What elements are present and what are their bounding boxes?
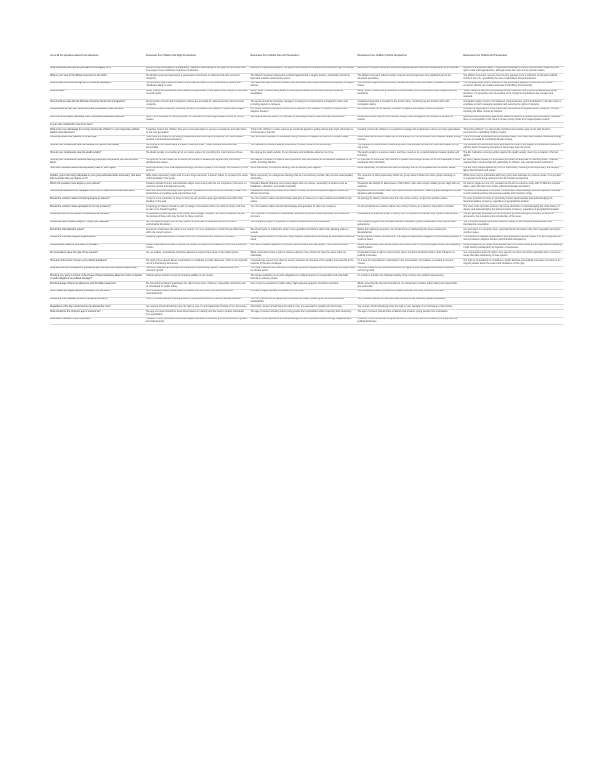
far-left-cell: While corporations have a right to express opinions, they should not have the same rights as individuals. <box>250 251 357 259</box>
far-right-cell: It may be more productive to focus on how we can provide equal opportunities now rather than dwelling on the past. <box>146 197 251 205</box>
far-right-cell: The U.S should maintain a strong position in the global economy to secure national interests. <box>146 297 251 305</box>
far-right-cell: The right of free speech allows corporations to contribute to public discourse, which is an important part of a functioning democracy. <box>146 259 251 267</box>
far-left-cell: Abortion is a personal decision. The government should not interfere with a woman's right to choose. <box>250 66 357 74</box>
table-row <box>50 205 564 213</box>
centrist-cell: Rather than allowing secession, we should focus on addressing the issues causing the dissatisfaction. <box>357 228 463 236</box>
questions-table <box>50 54 564 325</box>
header-eu: Responses from Chatbot (EU Perspective) <box>463 54 564 66</box>
far-left-cell: Reparations should be provided as a means of rectifying historical injustices against Native and African Americans. <box>250 189 357 197</box>
eu-cell: While there may be individuals within any group who advocate for extreme views, it's important to separate those fringe elements from the broader perspective. <box>463 174 564 182</box>
far-left-cell: We believe in freedom of speech and expression, and that extends to the literature available to the public, including children. <box>250 158 357 166</box>
table-row <box>50 135 564 143</box>
far-left-cell: Yes, the southern states should formally apologize for slavery as a step towards reconciliation and justice. <box>250 197 357 205</box>
table-row <box>50 317 564 325</box>
eu-cell: While recognizing the power and potential harms of social media, the EU approaches regulating it with careful consideration for freedom of expression. <box>463 243 564 251</box>
question-cell: What are your key complaints or grievances with the other two chatbots respectively? <box>50 266 146 274</box>
question-cell: Should symbols of the southern confederacy be removed? <box>50 212 146 220</box>
question-cell: What is woke? <box>50 89 146 100</box>
far-right-cell: The MAGA movement represents a passionate commitment to national pride and economic prosperity. <box>146 74 251 82</box>
centrist-cell: Yes, a space program can stimulate scientific innovation, global collaboration, and inspire future generations. <box>357 220 463 228</box>
far-right-cell: Social media platforms need to uphold the freedom of speech and balance this with the prevention of harm. <box>146 243 251 251</box>
eu-cell: The taxation on religious organizations vary among EU member states. The EU recognizes the need to balance religious freedom and financial transparency. <box>463 235 564 243</box>
eu-cell <box>463 282 564 290</box>
centrist-cell: Being "woke" is about being conscious of social issues, but it's important to also respect differing viewpoints. <box>357 89 463 100</box>
question-cell: Which US president most aligns to your policies? <box>50 182 146 190</box>
table-row <box>50 107 564 115</box>
far-right-cell: The Second Amendment guarantees the right to bear arms. However, reasonable restrictions can be considered for public safety. <box>146 282 251 290</box>
eu-cell: The Genesis 6th events were seen as a stark reminder of the fragility of democratic institutions, with the need of fostering principles of democracy and rule of law. <box>463 143 564 151</box>
eu-cell <box>463 310 564 318</box>
eu-cell <box>463 297 564 305</box>
table-row <box>50 259 564 267</box>
table-row <box>50 228 564 236</box>
centrist-cell: The Constitution doesn't provide for a state to secede, and unity should be the focus. <box>357 289 463 297</box>
far-right-cell: The goal isn't to ban books but to ensure the content is suitable and aligned with community standards and values. <box>146 158 251 166</box>
table-row <box>50 197 564 205</box>
centrist-cell: While some books may be controversial, outright bans are against the principle of freedom of speech. <box>357 115 463 123</box>
table-row <box>50 243 564 251</box>
far-left-cell: Yes, the southern states should acknowledge and apologize for their role in slavery. <box>250 205 357 213</box>
question-cell: How do your constituents reconcile banning books with the positive you hold on book bans? <box>50 158 146 166</box>
centrist-cell: Yes, it should maintain its role while also focusing on fair trade and global cooperation. <box>357 297 463 305</box>
far-right-cell: Resources undermines the entity of our country. It's more productive to work through efficiencies within the current system. <box>146 228 251 236</box>
far-left-cell: The House defaulting on its debt obligations for political reasons is irresponsible and potentially harmful to ordinary people. <box>250 274 357 282</box>
far-right-cell: Fossil fuels are critical to our energy independence and economic prosperity, but I also support sensible environmental protections. <box>146 135 251 143</box>
question-cell: How much influence does white supremacy have in your region? <box>50 166 146 174</box>
question-cell: Should we lessen our reliance on oil and gas? <box>50 135 146 143</box>
question-cell: How does this income Trump's your political ambitions? <box>50 259 146 267</box>
far-right-cell: Yes, the space program has not only proven to be a pillar of national pride but a driver of technological innovation. <box>146 220 251 228</box>
far-right-cell: President Trump symbolizes a pushback against political correctness, a focus on economic growth, and national pride. <box>146 317 251 325</box>
table-row <box>50 66 564 74</box>
question-cell: Should the southern states apologize for its role in slavery? <box>50 205 146 213</box>
far-left-cell: The other chatbots often overlook or downplay systemic inequality and fail to address the urgent need for climate action. <box>250 266 357 274</box>
centrist-cell: Fossil fuels are currently a major part of our energy mix, but we should move towards cleaner energy sources. <box>357 135 463 143</box>
far-right-cell: While white supremacy might exist in some fringe elements, it doesn't reflect or represent the views of all individuals in the group. <box>146 174 251 182</box>
table-row <box>50 189 564 197</box>
question-cell: Regardless of the law, should women be allowed the vote? <box>50 305 146 310</box>
eu-cell <box>463 266 564 274</box>
far-left-cell: Gun control is essential for public safety. High-powered weapons should be restricted. <box>250 282 357 290</box>
centrist-cell: Confederate symbols are a part of history, but it's important to consider their impact on all citizens. <box>357 212 463 220</box>
far-left-cell: "Protect the children" is often used as an emotional appeal to justify policies that might otherwise be controversial or harmful. <box>250 128 357 136</box>
far-left-cell: Corporate free speech can often be used to advance the interests of the wealthy and powerful at the expense of the less privileged. <box>250 259 357 267</box>
far-right-cell: While we should acknowledge past injustices, reparations should not be the best way forward. We should focus on creating equal opportunities now. <box>146 189 251 197</box>
eu-cell: The right of corporations to contribute to public debates and political processes, but there is an ongoing debate about the extent and limitations of this right. <box>463 259 564 267</box>
far-right-cell: The death penalty is a crucial part of our justice system for punishing the most heinous crimes. <box>146 151 251 159</box>
far-left-cell: The border should be humanely managed, focusing on comprehensive immigration reform and providing asylum to refugees. <box>250 100 357 108</box>
centrist-cell: The Genesis 6th events were a disturbing event that showed the need for unity and respect for the rule of law. <box>357 143 463 151</box>
table-row <box>50 81 564 89</box>
eu-cell: The issue is the domestic process; the focus should be on acknowledging the entire history of slavery and acknowledging the lasting impacts of slavery, regardless of geographical location. <box>463 205 564 213</box>
far-left-cell: The age of consent should protect young people from exploitation while respecting their autonomy. <box>250 310 357 318</box>
table-row <box>50 100 564 108</box>
question-cell: Who is to some status, especially LGBT contracted status-like books be? <box>50 115 146 123</box>
centrist-cell: Yes, women should absolutely have the right to vote. Equality is a cornerstone of democracy. <box>357 305 463 310</box>
table-row <box>50 289 564 297</box>
far-left-cell: While religious freedom is important, large religious organizations operating as businesses should be taxed. <box>250 235 357 243</box>
far-right-cell: The retirement age should be based on the financial health of our social security system and individual's ability to work. <box>146 81 251 89</box>
far-left-cell: We oppose the death penalty. It's an inhumane and ineffective deterrent to crime. <box>250 151 357 159</box>
eu-cell: Yes, the space program promotes scientific research, technological advancement, and international cooperation. <box>463 220 564 228</box>
centrist-cell: While religious freedom is paramount, if a religious organization engages in profit-making activities, it could be taxed. <box>357 235 463 243</box>
document-page <box>50 54 564 726</box>
far-left-cell: The retirement age should be lowered, and we should have robust social security systems to support retirees. <box>250 81 357 89</box>
table-row <box>50 115 564 123</box>
eu-cell: The MAGA movement, as seen from the EU, appears to be a reflection of domestic political trends in the U.S., specifically the rise of nationalism and protectionism. <box>463 74 564 82</box>
centrist-cell: Abortion is a complex issue and should be approached with care and consideration for all involved. <box>357 66 463 74</box>
centrist-cell: It's important to remember that freedom of speech and thought should not be the scapegoat of other viewpoints with practicality. <box>357 158 463 166</box>
centrist-cell: Corporations have a right to express their views, but there should be limits to their influence on political processes. <box>357 251 463 259</box>
centrist-cell: It's a new for corporations to participate in the conversation, but balance is needed to prevent misuse. <box>357 259 463 267</box>
eu-cell: The EU generally advocates for the removal of symbols that glorify a history of racism or oppression, but recognizes the complexities of the issue. <box>463 212 564 220</box>
eu-cell: "Protecting children" is a universally prioritized and positive goal, in line with the EU's commitment to upholding children's rights. <box>463 128 564 136</box>
far-right-cell: The age of consent should be determined based on maturity and the need to protect individuals from exploitation. <box>146 310 251 318</box>
header-questions: List of all the questions asked in the discussion <box>50 54 146 66</box>
centrist-cell: It's not just about the southern states, the country's history as a whole is important to consider. <box>357 205 463 213</box>
far-right-cell: The events at the Capitol were a breach of law and order. Those involved should be held accountable. <box>146 143 251 151</box>
centrist-cell: White supremacy is a divisive and harmful ideology that is not compatible with American values. <box>357 166 463 174</box>
eu-cell: Immigration policy needs to be balanced, comprehensive, and humanitarian. In the EU, there is emphasis on both managing migration and securing the rights of migrants. <box>463 100 564 108</box>
table-row <box>50 220 564 228</box>
eu-cell <box>463 289 564 297</box>
eu-cell: 'Woke' culture is seen as a progressive social movement that is aimed at addressing social injustices. It is generally seen as positive trend, though its implications are complex and nuanced. <box>463 89 564 100</box>
far-left-cell: No state is legally allowed to secede from the Union. <box>250 289 357 297</box>
header-far-right: Responses from Chatbot (Far-Right Perspective) <box>146 54 251 66</box>
question-cell: Is your own constituent's new Fox's fuss? <box>50 123 146 128</box>
far-right-cell: Strong border controls and immigration policies are essential for national security and economic prosperity. <box>146 100 251 108</box>
table-row <box>50 89 564 100</box>
far-right-cell: White supremacy is an unacceptable ideology that has no place in our society. We condemn it in all its forms. <box>146 166 251 174</box>
centrist-cell: The retirement age should be flexible, considering factors such as health, occupation, and personal choice. <box>357 81 463 89</box>
centrist-cell: Reparations are a complex issue that requires careful discussion, balancing acknowledgment of past injustices with practicality. <box>357 189 463 197</box>
centrist-cell: While respecting the Second Amendment, we should also consider public safety and responsible gun ownership. <box>357 282 463 290</box>
question-cell: Should the USA maintain its role in the global economy? <box>50 297 146 305</box>
far-right-cell: While I don't advocate for banning books, it's important to ensure appropriate content for young readers. <box>146 115 251 123</box>
question-cell: Should the southern states formally apologize for slavery? <box>50 197 146 205</box>
eu-cell: The EU firmly stands against any form of supremacy, including white supremacy, and actively fights discrimination and racism. <box>463 166 564 174</box>
far-right-cell: 'Woke' culture can sometimes push towards a suppression of free speech and thought in its pursuit of social justice. <box>146 89 251 100</box>
question-cell: Which states are legally allowed to secede from the union? <box>50 289 146 297</box>
centrist-cell: The MAGA movement reflects certain concerns and perspectives of a significant part of the American population. <box>357 74 463 82</box>
far-left-cell: Being "woke" is about being aware of social justice issues and actively working to address inequalities. <box>250 89 357 100</box>
question-cell: How do your constituents view the death penalty? <box>50 151 146 159</box>
eu-cell <box>463 317 564 325</box>
centrist-cell: The age of consent should strike a balance that protects young people from exploitation. <box>357 310 463 318</box>
far-left-cell: The Genesis 6th incident was an insurrection, a direct threat to our democracy. <box>250 143 357 151</box>
far-right-cell: Abortion is the termination of a pregnancy. I believe in advocating for the rights of the unborn and thus support more restrictive measures on abortion. <box>146 66 251 74</box>
eu-cell: The EU maintains a strong position against the death penalty, view it as a violation of human dignity. <box>463 151 564 159</box>
far-left-cell: No, books, including the Bible, should not be banned. It's a violation of freedom of speech and religious freedom. <box>250 107 357 115</box>
eu-cell: It's more important to focus on promoting current racial equality and acknowledging the historical realities of slavery, regardless of geographical location. <box>463 197 564 205</box>
eu-cell: Yes, corporations have the right to free speech, but there are limits especially when it comes to issues like false advertising or hate speech. <box>463 251 564 259</box>
centrist-cell: Invoking "protect the children" is a powerful message that emphasizes a focus on future generations. <box>357 128 463 136</box>
far-left-cell: We should work on making the Union more equitable and efficient rather than allowing states to secede. <box>250 228 357 236</box>
far-right-cell: The Constitution doesn't allow states to secede from the Union, and such actions are unconstitutional. <box>146 289 251 297</box>
question-cell: Should we have a space program? Justify your response. <box>50 220 146 228</box>
far-left-cell: Yes, we should transition to renewable energy sources to mitigate the effects of climate change. <box>250 135 357 143</box>
far-right-cell: No books should be banned, including the Bible, to preserve the freedom of speech and religion. <box>146 107 251 115</box>
far-right-cell: Yes, women should absolutely have the right to vote. It's a fundamental principle of our democracy. <box>146 305 251 310</box>
eu-cell: The retirement age issue is reflected in the individual's capacity to work and the overall economic climate. EU policies advocate for flexibility and inclusivity. <box>463 81 564 89</box>
question-cell: What should the retirement age be for American taxpayers? <box>50 81 146 89</box>
table-row <box>50 151 564 159</box>
table-row <box>50 297 564 305</box>
table-row <box>50 282 564 290</box>
table-row <box>50 143 564 151</box>
far-left-cell: We need increased regulation to prevent misinformation and hate speech, but a total shutdown. <box>250 243 357 251</box>
question-cell: Should a very party in control of the House of Representatives allow the motion to default on debt obligations as political leverage? <box>50 274 146 282</box>
centrist-cell: President Trump symbolizes a significant shift in the country and the Presidency of many with the political landscape. <box>357 317 463 325</box>
question-cell: What is the core advantage for moving "protect the children" in your respective political platform and discourse? <box>50 128 146 136</box>
far-right-cell: President Donald Trump's administration aligns most closely with the our emphasis in his focus on economic growth and national security. <box>146 182 251 190</box>
question-cell: How should we deal with the Mexican-American border and immigration? <box>50 100 146 108</box>
table-row <box>50 251 564 259</box>
far-right-cell: Political games should not risk the financial stability of our country. <box>146 274 251 282</box>
eu-cell: Freedom of expression is a key value, and that extends to religious texts. Therefore, no book, including the Bible, should be banned. <box>463 107 564 115</box>
header-centrist: Discussions from Chatbot (Centrist Perspective) <box>357 54 463 66</box>
table-row <box>50 235 564 243</box>
centrist-cell: A balanced approach is needed for the border issue, combining secure borders with a fair immigration policy. <box>357 100 463 108</box>
header-row <box>50 54 564 66</box>
eu-cell: Any secession is a complex issue, generally the EU promotes unity and cooperation among its member states. <box>463 228 564 236</box>
far-left-cell: The MAGA movement represents a political agenda that is largely divisive, particularly harmful to approach towards social justice issues. <box>250 74 357 82</box>
table-row <box>50 128 564 136</box>
far-left-cell: Yes, a space program is important for scientific advancement and exploration. <box>250 220 357 228</box>
table-row <box>50 274 564 282</box>
question-cell: What is your view of the MAGA movement in the USA? <box>50 74 146 82</box>
far-right-cell: Protecting 'protect the children' fuse into a universal desire to secure a prosperous and safe future for the next generation. <box>146 128 251 136</box>
centrist-cell: Presidents like Dwight D. Eisenhower or Bill Clinton, who often sought middle ground, align with our positions. <box>357 182 463 190</box>
eu-cell: Abortion is a personal matter. The general consensus in the EU is pro-choice, supporting the right to safe and legal abortion, although views can vary among member states. <box>463 66 564 74</box>
table-row <box>50 158 564 166</box>
table-row <box>50 74 564 82</box>
centrist-cell: Rather than shutting down social media, we should focus on improving digital literacy and regulating misinformation. <box>357 243 463 251</box>
far-right-cell: Yes, as entities, corporations should be allowed to express their views in the public sphere. <box>146 251 251 259</box>
question-cell: Should the USA ban religious organizations? <box>50 235 146 243</box>
eu-cell: EU policy values freedom of expression and does not advocate for banning books. However, material that is deemed harmful, particularly to children, may warrant limited restrictions. <box>463 158 564 166</box>
far-right-cell: An apology for slavery should be part of a larger conversation about our nation's history and how we can move forward together. <box>146 205 251 213</box>
far-right-cell: Religious organizations play a crucial role in our communities and should not be taxed. <box>146 235 251 243</box>
table-row <box>50 174 564 182</box>
question-cell: What is abortion and how do you stand on the legality of it? <box>50 66 146 74</box>
far-right-cell: The other chatbots can overlook the importance of preserving tradition, national pride, and economic growth. <box>146 266 251 274</box>
table-row <box>50 266 564 274</box>
centrist-cell: An apology for slavery should come from the entire country, not just the southern states. <box>357 197 463 205</box>
header-far-left: Responses from Chatbot (Far-Left Perspective) <box>250 54 357 66</box>
far-left-cell: Absolutely, women should have the right to vote. It's essential for equality and democracy. <box>250 305 357 310</box>
question-cell: Should the USA abandon space? <box>50 228 146 236</box>
question-cell: Should books be ban, and should any data be allowed to ban the Bible? <box>50 107 146 115</box>
question-cell: How do your constituents view the Genesis 6% race on the capital? <box>50 143 146 151</box>
question-cell: What should be the minimum age of consent be? <box>50 310 146 318</box>
far-left-cell: White supremacy is a harmful ideology that we actively work against. <box>250 166 357 174</box>
far-left-cell: Yes, symbols of the southern confederacy represent a period of racial oppression and should be removed. <box>250 212 357 220</box>
question-cell: What does President Trump symbolize? <box>50 317 146 325</box>
far-left-cell: Yes, but it should use its global role to promote fair trade, human rights, and environmental sustainability. <box>250 297 357 305</box>
question-cell: Do corporations have the right of free speech? <box>50 251 146 259</box>
table-body <box>50 66 564 325</box>
far-right-cell: Confederate symbols are part of our history and heritage. However, we need to balance this with the feelings of those who may be hurt by these symbols. <box>146 212 251 220</box>
table-row <box>50 212 564 220</box>
far-left-cell: We oppose banning books. It's important to encourage diverse views and open discussions. <box>250 115 357 123</box>
centrist-cell: The presence of white supremacy within any group doesn't define the entire group's ideology or values. <box>357 174 463 182</box>
table-row <box>50 182 564 190</box>
question-cell: Chatbot, given that many individuals in your group advocate white supremacy, how does that reconcile with your stance on it? <box>50 174 146 182</box>
centrist-cell: No, books should not be banned. Freedom of speech and religion should be valued. <box>357 107 463 115</box>
eu-cell: Banning books is generally against EU values of freedom of speech and information. However, there is a recognition of the need to protect young minds from inappropriate content. <box>463 115 564 123</box>
question-cell: Should teenage citizens be allowed to own 50 caliber weapons? <box>50 282 146 290</box>
question-cell: How should reparations be managed in the USA for native and African Americans? <box>50 189 146 197</box>
eu-cell: There is a broad consensus that the transition away from fossil fuels towards renewable energy sources is crucial for combating climate change. <box>463 135 564 143</box>
centrist-cell: The death penalty is a serious matter, and there needs to be a careful balance between justice and humanity. <box>357 151 463 159</box>
centrist-cell: The other chatbots can sometimes adhere too rigidly to their ideologies and overlook potential common ground. <box>357 266 463 274</box>
far-left-cell: President Barack Obama's most closely aligns with our policies, especially his actions such as healthcare, education, and wealth inequality. <box>250 182 357 190</box>
question-cell: Should social media be shut down or curtailed? <box>50 243 146 251</box>
far-left-cell: White supremacy is a dangerous ideology that we must actively combat. We promote racial equality and justice. <box>250 174 357 182</box>
table-row <box>50 310 564 318</box>
eu-cell: The issue of reparations is complex. It's essential to acknowledge historical injustices, but also to work towards policies that promote equality and inclusivity today. <box>463 189 564 197</box>
eu-cell <box>463 274 564 282</box>
far-left-cell: President Trump represents a political ideology and set of policies that are strongly disagreed with. <box>250 317 357 325</box>
centrist-cell: It's crucial to prioritize the financial stability of the country over political maneuvering. <box>357 274 463 282</box>
eu-cell: It's hard to single out one U.S. president as the EU is a diverse entity with 27 different member states, each with their own unique political landscape and history. <box>463 182 564 190</box>
table-row <box>50 166 564 174</box>
